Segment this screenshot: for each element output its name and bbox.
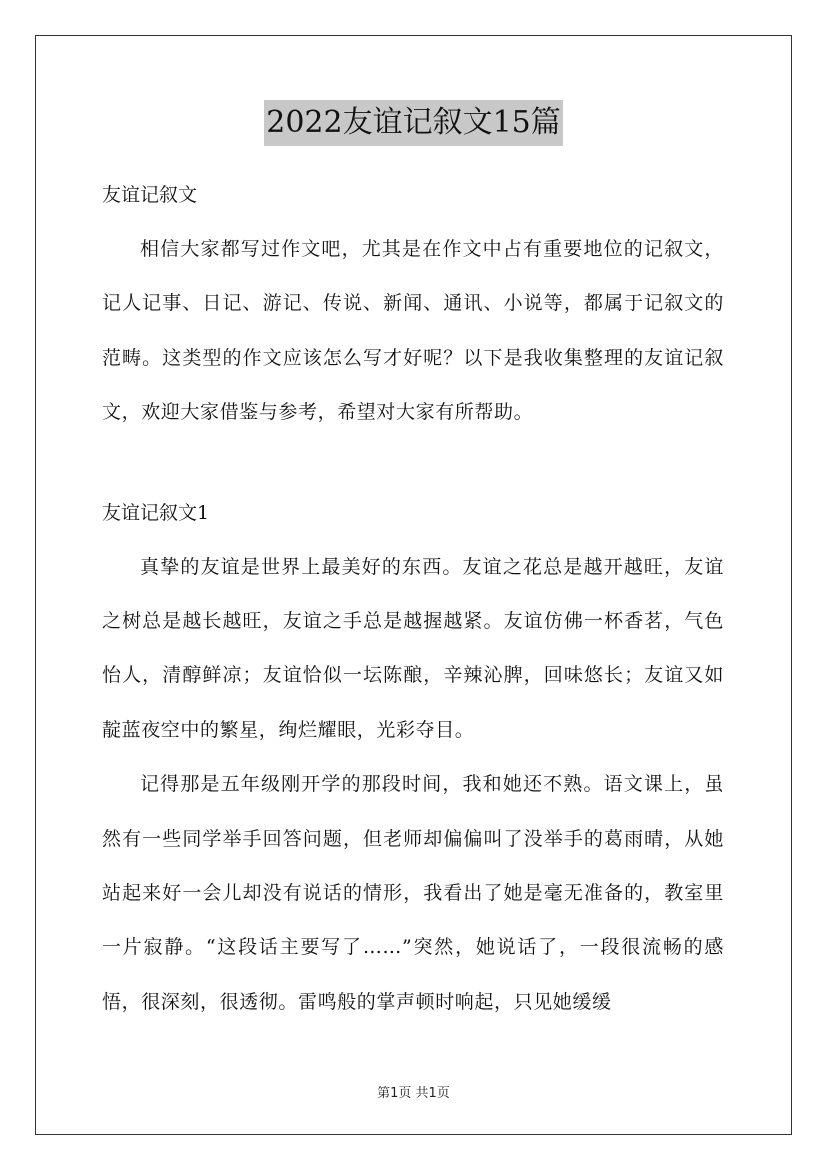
section-heading: 友谊记叙文1	[102, 501, 210, 524]
title-container	[0, 100, 827, 146]
document-title: 2022友谊记叙文15篇	[264, 100, 563, 146]
section-gap	[102, 440, 724, 486]
page-footer: 第1页 共1页	[377, 1086, 450, 1101]
paragraph: 真挚的友谊是世界上最美好的东西。友谊之花总是越开越旺，友谊之树总是越长越旺，友谊之手总是越握越紧。友谊仿佛一杯香茗，气色怡人，清醇鲜凉；友谊恰似一坛陈酿，辛辣沁脾，回味悠长；友谊又如靛蓝夜空中的繁星，绚烂耀眼，光彩夺目。	[102, 555, 724, 741]
paragraph: 记得那是五年级刚开学的那段时间，我和她还不熟。语文课上，虽然有一些同学举手回答问题，但老师却偏偏叫了没举手的葛雨晴，从她站起来好一会儿却没有说话的情形，我看出了她是毫无准备的，教室里一片寂静。“这段话主要写了……”突然，她说话了，一段很流畅的感悟，很深刻，很透彻。雷鸣般的掌声顿时响起，只见她缓缓	[102, 773, 724, 1013]
paragraph: 相信大家都写过作文吧，尤其是在作文中占有重要地位的记叙文，记人记事、日记、游记、传说、新闻、通讯、小说等，都属于记叙文的范畴。这类型的作文应该怎么写才好呢？以下是我收集整理的友谊记叙文，欢迎大家借鉴与参考，希望对大家有所帮助。	[102, 238, 724, 424]
section-heading: 友谊记叙文	[102, 184, 198, 206]
document-body	[102, 168, 724, 1029]
